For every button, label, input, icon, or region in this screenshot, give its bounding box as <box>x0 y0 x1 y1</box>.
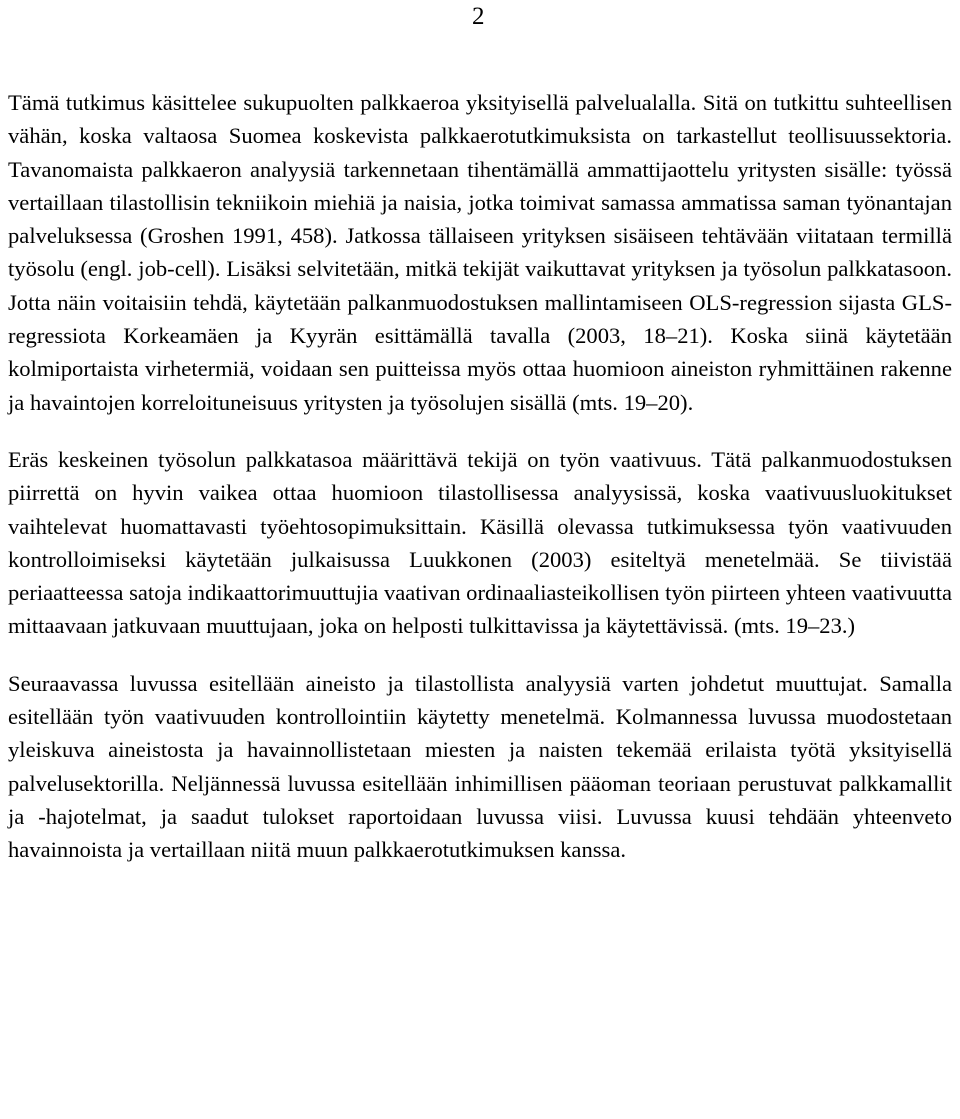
document-body <box>8 86 952 891</box>
page-number: 2 <box>472 3 485 30</box>
paragraph-3: Seuraavassa luvussa esitellään aineisto ja tilastollista analyysiä varten johdetut muuttujat. Samalla esitellään työn vaativuuden kontrollointiin käytetty menetelmä. Kolmannessa luvussa muodostetaan yleiskuva aineistosta ja havainnollistetaan miesten ja naisten tekemää erilaista työtä yksityisellä palvelusektorilla. Neljännessä luvussa esitellään inhimillisen pääoman teoriaan perustuvat palkkamallit ja -hajotelmat, ja saadut tulokset raportoidaan luvussa viisi. Luvussa kuusi tehdään yhteenveto havainnoista ja vertaillaan niitä muun palkkaerotutkimuksen kanssa. <box>8 670 952 863</box>
paragraph-2: Eräs keskeinen työsolun palkkatasoa määrittävä tekijä on työn vaativuus. Tätä palkanmuodostuksen piirrettä on hyvin vaikea ottaa huomioon tilastollisessa analyysissä, koska vaativuusluokitukset vaihtelevat huomattavasti työehtosopimuksittain. Käsillä olevassa tutkimuksessa työn vaativuuden kontrolloimiseksi käytetään julkaisussa Luukkonen (2003) esiteltyä menetelmää. Se tiivistää periaatteessa satoja indikaattorimuuttujia vaativan ordinaaliasteikollisen työn piirteen yhteen vaativuutta mittaavaan jatkuvaan muuttujaan, joka on helposti tulkittavissa ja käytettävissä. (mts. 19–23.) <box>8 446 952 639</box>
paragraph-1: Tämä tutkimus käsittelee sukupuolten palkkaeroa yksityisellä palvelualalla. Sitä on tutkittu suhteellisen vähän, koska valtaosa Suomea koskevista palkkaerotutkimuksista on tarkastellut teollisuussektoria. Tavanomaista palkkaeron analyysiä tarkennetaan tihentämällä ammattijaottelu yritysten sisälle: työssä vertaillaan tilastollisin tekniikoin miehiä ja naisia, jotka toimivat samassa ammatissa saman työnantajan palveluksessa (Groshen 1991, 458). Jatkossa tällaiseen yrityksen sisäiseen tehtävään viitataan termillä työsolu (engl. job-cell). Lisäksi selvitetään, mitkä tekijät vaikuttavat yrityksen ja työsolun palkkatasoon. Jotta näin voitaisiin tehdä, käytetään palkanmuodostuksen mallintamiseen OLS-regression sijasta GLS-regressiota Korkeamäen ja Kyyrän esittämällä tavalla (2003, 18–21). Koska siinä käytetään kolmiportaista virhetermiä, voidaan sen puitteissa myös ottaa huomioon aineiston ryhmittäinen rakenne ja havaintojen korreloituneisuus yritysten ja työsolujen sisällä (mts. 19–20). <box>8 90 952 415</box>
